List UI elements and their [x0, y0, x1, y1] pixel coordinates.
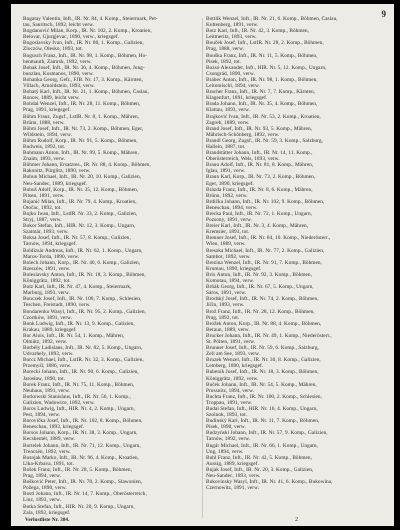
- entry-line: Bracher Franz, Inft., IR. Nr. 7, 7. Komp., Kärnten,: [206, 89, 316, 96]
- entry-line: Bohanka Georg, Gefr., FJB. Nr. 17, 3. Komp., Kärnten,: [23, 76, 143, 83]
- entry-line: Kremsier, 1893, tot.: [206, 229, 250, 236]
- entry-line: Bosnjak Marko, Inft., IR. Nr. 96, 4. Komp., Kroatien,: [23, 454, 139, 461]
- entry-line: Bubeník Josef, Inft., IR. Nr. 18, 3. Komp., Böhmen,: [206, 369, 319, 376]
- entry-line: Bošković Peter, Inft., IR. Nr. 78, 2. Komp., Slawonien,: [23, 479, 143, 486]
- entry-line: Bohuš Adolf, Korp., IR. Nr. 35, 12. Komp., Böhmen,: [23, 186, 139, 193]
- entry-line: Jičín, 1893, verw.: [206, 302, 245, 309]
- entry-line: Böhm Franz, Zugsf., LstIR. Nr. 8, 1. Komp., Mähren,: [23, 113, 140, 120]
- entry-line: Budzyński Johann, Inft., IR. Nr. 57, 9. Komp., Galizien,: [206, 430, 328, 437]
- entry-line: Udvarhely, 1893, verw.: [23, 351, 74, 358]
- entry-line: Klattau, 1893, verw.: [206, 107, 251, 114]
- entry-line: Bonk Ludwig, Inft., IR. Nr. 13, 9. Komp., Galizien,: [23, 320, 135, 327]
- entry-line: Eger, 1890, kriegsgef.: [206, 180, 254, 187]
- entry-line: Ung, 1894, verw.: [206, 448, 244, 455]
- entry-line: Przemyśl, 1886, verw.: [23, 363, 72, 370]
- footer-issue-label: Verlustliste Nr. 384.: [25, 517, 70, 523]
- entry-line: Bondarenko Wasyl, Inft., IR. Nr. 95, 2. Komp., Galizien,: [23, 308, 146, 315]
- entry-line: Linz, 1893, verw.: [23, 497, 62, 504]
- entry-line: Prag, 1892, tot.: [206, 314, 240, 321]
- entry-line: Csongrád, 1890, verw.: [206, 70, 255, 77]
- entry-line: Bokor Stefan, Inft., HIR. Nr. 12, 3. Komp., Ungarn,: [23, 223, 136, 230]
- entry-line: Wien, 1889, verw.: [206, 241, 246, 248]
- entry-line: Otočac, 1892, tot.: [23, 204, 62, 211]
- entry-line: Bugár Michael, Inft., IR. Nr. 66, 1. Komp., Ungarn,: [206, 442, 318, 449]
- footer-mark: 2: [295, 517, 298, 523]
- entry-line: Brajković Ivan, Inft., IR. Nr. 53, 2. Komp., Kroatien,: [206, 113, 321, 120]
- entry-line: Bozsó Alexander, Inft., HIR. Nr. 5, 12. Komp., Ungarn,: [206, 64, 327, 71]
- entry-line: Bortelek Johann, Inft., IR. Nr. 71, 12. Komp., Ungarn,: [23, 442, 141, 449]
- entry-line: Botka Stefan, Inft., HIR. Nr. 20, 9. Komp., Ungarn,: [23, 503, 135, 510]
- entry-line: Böhm Josef, Inft., IR. Nr. 73, 2. Komp., Böhmen, Eger,: [23, 125, 144, 132]
- entry-line: Budai Stefan, Inft., HIR. Nr. 16, 4. Komp., Ungarn,: [206, 406, 318, 412]
- entry-line: Bor Alois, Inft., IR. Nr. 54, 1. Komp., Mähren,: [23, 332, 125, 339]
- entry-line: Jarosław, 1890, tot.: [23, 375, 65, 382]
- entry-line: Brunner Josef, Inft., IR. Nr. 59, 6. Komp., Salzburg,: [206, 345, 319, 352]
- entry-line: Villach, Arnoldstein, 1893, verw.: [23, 83, 95, 90]
- entry-line: Budweis, 1892, tot.: [23, 143, 66, 150]
- entry-line: Galizien, Wadowice, 1892, verw.: [23, 399, 95, 406]
- left-column: [23, 16, 199, 516]
- entry-line: Neu-Sandec, 1893, verw.: [206, 473, 261, 480]
- entry-line: Brada Johann, Inft., IR. Nr. 35, 4. Komp., Böhmen,: [206, 101, 318, 108]
- entry-line: Brodský Josef, Inft., IR. Nr. 74, 2. Komp., Böhmen,: [206, 296, 319, 303]
- entry-line: Marburg, 1893, verw.: [23, 290, 70, 297]
- column-divider: [202, 18, 203, 518]
- entry-line: Bojanić Milan, Inft., IR. Nr. 79, 4. Komp., Kroatien,: [23, 198, 137, 205]
- entry-line: Beraun, 1889, verw.: [206, 326, 250, 333]
- entry-line: Pisek, 1892, tot.: [206, 58, 242, 65]
- entry-line: Borek Franz, Inft., IR. Nr. 75, 11. Komp., Böhmen,: [23, 381, 135, 388]
- entry-line: Prag, 1888, verw.: [206, 46, 245, 53]
- entry-line: Tarnów, 1894, kriegsgef.: [23, 241, 77, 248]
- entry-line: Braun Adolf, Inft., IR. Nr. 81, 8. Komp., Mähren,: [206, 162, 314, 169]
- entry-line: Neu-Sandec, 1889, kriegsgef.: [23, 180, 88, 187]
- entry-line: Brňák Georg, Inft., IR. Nr. 67, 5. Komp., Ungarn,: [206, 284, 314, 291]
- entry-line: Sáros, 1891, verw.: [206, 290, 247, 297]
- entry-line: Borbély Ladislaus, Inft., IR. Nr. 82, 5. Komp., Ungarn,: [23, 345, 143, 352]
- entry-line: Trencsén, 1892, verw.: [23, 448, 71, 455]
- entry-line: Buchta Franz, Inft., IR. Nr. 100, 2. Komp., Schlesien,: [206, 393, 322, 400]
- entry-line: Teschen, Freistadt, 1890, verw.: [23, 302, 91, 309]
- entry-line: Brdička Johann, Inft., IR. Nr. 102, 9. Komp., Böhmen,: [206, 198, 325, 205]
- entry-line: Prag, 1894, verw.: [23, 473, 62, 480]
- entry-line: Königgrätz, 1892, tot.: [23, 278, 71, 285]
- entry-line: Brabec Anton, Inft., IR. Nr. 98, 1. Komp., Böhmen,: [206, 76, 318, 83]
- entry-line: Borkowski Stanislaus, Inft., IR. Nr. 56, 1. Komp.,: [23, 393, 131, 400]
- entry-line: Komotau, 1894, verw.: [206, 278, 255, 285]
- entry-line: Beneschau, 1894, verw.: [206, 204, 258, 211]
- entry-line: Brázda Franz, Inft., IR. Nr. 8, 6. Komp., Mähren,: [206, 186, 313, 193]
- entry-line: Buček Johann, Inft., IR. Nr. 54, 5. Komp., Mähren,: [206, 381, 317, 388]
- entry-line: Brenner Josef, Inft., IR. Nr. 84, 10. Komp., Niederösterr.,: [206, 235, 331, 242]
- entry-line: Bogoslavsky Ivan, Inft., IR. Nr. 80, 1. Komp., Galizien,: [23, 40, 144, 47]
- entry-line: Bottlik Wenzel, Inft., IR. Nr. 21, 6. Komp., Böhmen, Časlau,: [206, 16, 338, 22]
- entry-line: Boldizsár Andreas, Inft., IR. Nr. 62, 1. Komp., Ungarn,: [23, 247, 143, 254]
- entry-line: Braun Karl, Korp., IR. Nr. 73, 2. Komp., Böhmen,: [206, 174, 316, 181]
- entry-line: Brucker Johann, Inft., IR. Nr. 49, 1. Komp., Niederösterr.,: [206, 332, 332, 339]
- entry-line: Böhmer Johann, Ersatzres., IR. Nr. 88, 4. Komp., Böhmen,: [23, 162, 151, 169]
- entry-line: Czernowitz, 1891, verw.: [206, 485, 260, 492]
- entry-line: Olmütz, 1892, verw.: [23, 338, 68, 345]
- entry-line: Borcz Michael, Inft., LstIR. Nr. 32, 3. Komp., Galizien,: [23, 357, 144, 364]
- entry-line: Brünn, 1892, verw.: [206, 192, 248, 199]
- entry-line: Znaim, 1893, verw.: [23, 156, 66, 163]
- entry-line: Krakau, 1889, kriegsgef.: [23, 326, 77, 333]
- entry-line: Kuttenberg, 1891, verw.: [206, 22, 259, 29]
- entry-line: Breszka Michael, Inft., IR. Nr. 77, 2. Komp., Galizien,: [206, 247, 325, 254]
- entry-line: Beneschau, 1893, kriegsgef.: [23, 424, 85, 431]
- entry-line: Boros Ludwig, Inft., HIR. Nr. 4, 2. Komp., Ungarn,: [23, 406, 135, 412]
- entry-line: Bogusch Franz, Inft., IR. Nr. 98, 1. Komp., Böhmen, Ho-: [23, 52, 148, 59]
- entry-line: Boleslavsky Anton, Inft., IR. Nr. 18, 3. Komp., Böhmen,: [23, 271, 146, 278]
- entry-line: Bošek Franz, Inft., IR. Nr. 28, 5. Komp., Böhmen,: [23, 466, 132, 473]
- entry-line: Brezina Wenzel, Inft., IR. Nr. 91, 7. Komp., Böhmen,: [206, 259, 322, 266]
- entry-line: Bolech Johann, Korp., IR. Nr. 40, 6. Komp., Galizien,: [23, 259, 141, 266]
- entry-line: Ronow, 1889, leicht verw.: [23, 95, 80, 102]
- entry-line: Prossnitz, 1894, verw.: [206, 387, 254, 394]
- entry-line: Zala, 1892, kriegsgef.: [23, 509, 71, 516]
- entry-line: Bouška Franz, Inft., IR. Nr. 11, 5. Komp., Böhmen,: [206, 52, 318, 59]
- entry-line: Bostl Johann, Inft., IR. Nr. 14, 7. Komp., Oberösterreich,: [23, 491, 147, 498]
- entry-line: Bogatay Valentin, Inft., IR. Nr. 84, 4. Komp., Steiermark, Pet-: [23, 16, 158, 22]
- entry-line: Borecki Johann, Inft., IR. Nr. 90, 6. Komp., Galizien,: [23, 369, 139, 376]
- entry-line: Bruzek Wenzel, Inft., IR. Nr. 30, 8. Komp., Galizien,: [206, 357, 321, 364]
- entry-line: Písek, 1890, verw.: [206, 424, 246, 431]
- entry-line: tau, Sauritsch, 1892, leicht verw.: [23, 22, 95, 29]
- entry-line: henmauth, Zamrsk, 1892, verw.: [23, 58, 92, 65]
- entry-line: Königgrätz, 1892, verw.: [206, 375, 259, 382]
- page-number: 9: [381, 9, 386, 19]
- entry-line: Požega, 1890, verw.: [23, 485, 67, 492]
- entry-line: bunzlau, Kosmanos, 1890, verw.: [23, 70, 94, 77]
- entry-line: Rakonitz, Pürglitz, 1890, verw.: [23, 168, 91, 175]
- entry-line: Brünn, 1888, verw.: [23, 119, 65, 126]
- entry-line: Kecskemét, 1889, verw.: [23, 436, 76, 443]
- entry-line: Bohdal Wenzel, Inft., IR. Nr. 28, 11. Komp., Böhmen,: [23, 101, 141, 108]
- entry-line: Bogdanović Milan, Korp., IR. Nr. 102, 2. Komp., Kroatien,: [23, 28, 152, 35]
- entry-line: Bolz Karl, Inft., IR. Nr. 47, 4. Komp., Steiermark,: [23, 284, 132, 291]
- entry-line: Bohun Michael, Inft., IR. Nr. 20, 10. Komp., Galizien,: [23, 174, 142, 181]
- entry-line: Tarnów, 1892, verw.: [206, 436, 251, 443]
- entry-line: Buhl Franz, Inft., IR. Nr. 42, 5. Komp., Böhmen,: [206, 454, 312, 461]
- entry-line: Borsos Johann, Korp., IR. Nr. 38, 3. Komp., Ungarn,: [23, 430, 138, 437]
- entry-line: Brož Franz, Inft., IR. Nr. 28, 12. Komp., Böhmen,: [206, 308, 315, 315]
- entry-line: Maros-Torda, 1890, verw.: [23, 253, 80, 260]
- entry-line: Szatmár, 1893, verw.: [23, 229, 69, 236]
- entry-line: Zell am See, 1893, verw.: [206, 351, 260, 358]
- right-column: [206, 16, 382, 491]
- entry-line: Brandstätter Johann, Inft., IR. Nr. 14, 11. Komp.,: [206, 150, 313, 157]
- entry-line: Mährisch-Schönberg, 1892, verw.: [206, 131, 280, 138]
- entry-line: Szolnok, 1893, tot.: [206, 412, 248, 419]
- entry-line: Borovička Josef, Inft., IR. Nr. 102, 8. Komp., Böhmen,: [23, 418, 143, 425]
- entry-line: Brix Anton, Inft., IR. Nr. 92, 3. Komp., Böhmen,: [206, 271, 312, 278]
- entry-line: Aussig, 1889, kriegsgef.: [206, 460, 259, 467]
- entry-line: Bohmann Anton, Inft., IR. Nr. 99, 5. Komp., Mähren,: [23, 150, 139, 157]
- entry-line: Bukovinsky Wasyl, Inft., IR. Nr. 41, 6. Komp., Bukowina,: [206, 479, 333, 486]
- entry-line: Zagreb, 1889, verw.: [206, 119, 250, 126]
- entry-line: Lika-Krbava, 1891, tot.: [23, 460, 75, 467]
- entry-line: Czortków, 1891, verw.: [23, 314, 73, 321]
- entry-line: Bojko Iwan, Inft., LstIR. Nr. 33, 2. Komp., Galizien,: [23, 211, 138, 217]
- entry-line: Brand Josef, Inft., IR. Nr. 93, 5. Komp., Mähren,: [206, 125, 313, 132]
- entry-line: Leitmeritz, 1893, verw.: [206, 34, 257, 41]
- entry-line: Iglau, 1891, verw.: [206, 168, 246, 175]
- entry-line: Rzeszów, 1891, verw.: [23, 265, 71, 272]
- entry-line: Wildstein, 1894, verw.: [23, 131, 72, 138]
- entry-line: Klagenfurt, 1891, kriegsgef.: [206, 95, 268, 102]
- entry-line: Oberösterreich, Wels, 1893, verw.: [206, 156, 280, 163]
- entry-line: Lemberg, 1890, kriegsgef.: [206, 363, 264, 370]
- entry-line: Bohatý Karl, Inft., IR. Nr. 21, 1. Komp., Böhmen, Časlau,: [23, 89, 149, 96]
- entry-line: Bohak Josef, Inft., IR. Nr. 36, 4. Komp., Böhmen, Jung-: [23, 64, 145, 71]
- entry-line: Pest, 1894, verw.: [23, 412, 61, 419]
- entry-line: Breier Karl, Inft., IR. Nr. 3, 4. Komp., Mähren,: [206, 223, 309, 230]
- entry-line: Belovar, Gjurgjevac, 1890, verw., kriegsgef.: [23, 34, 119, 41]
- entry-line: Brandl Georg, Zugsf., IR. Nr. 59, 3. Komp., Salzburg,: [206, 137, 323, 144]
- entry-line: Brožek Anton, Korp., IR. Nr. 88, 4. Komp., Böhmen,: [206, 320, 322, 327]
- entry-line: Stryj, 1887, verw.: [23, 217, 62, 224]
- entry-line: Hallein, 1887, tot.: [206, 143, 246, 150]
- entry-line: Leitomischl, 1894, verw.: [206, 83, 260, 90]
- entry-line: Troppau, 1891, verw.: [206, 399, 253, 406]
- document-page: [11, 4, 394, 526]
- entry-line: Pozsony, 1891, verw.: [206, 217, 253, 224]
- entry-line: Sambor, 1892, verw.: [206, 253, 251, 260]
- entry-line: Neuhaus, 1891, verw.: [23, 387, 70, 394]
- entry-line: Bujak Josef, Inft., IR. Nr. 20, 3. Komp., Galizien,: [206, 466, 314, 473]
- entry-line: Krumau, 1890, kriegsgef.: [206, 265, 262, 272]
- entry-line: Brecka Paul, Inft., IR. Nr. 72, 1. Komp., Ungarn,: [206, 211, 313, 217]
- entry-line: Zloczów, Olesko, 1893, tot.: [23, 46, 83, 53]
- entry-line: Böhm Rudolf, Korp., IR. Nr. 91, 5. Komp., Böhmen,: [23, 137, 138, 144]
- entry-line: Botz Karl, Inft., IR. Nr. 42, 3. Komp., Böhmen,: [206, 28, 309, 35]
- entry-line: Budinský Karl, Inft., IR. Nr. 11, 7. Komp., Böhmen,: [206, 418, 320, 425]
- entry-line: St. Pölten, 1891, verw.: [206, 338, 256, 345]
- entry-line: Pilsen, 1891, verw.: [23, 192, 65, 199]
- entry-line: Boksa Josef, Inft., IR. Nr. 57, 8. Komp., Galizien,: [23, 235, 131, 242]
- entry-line: Bouček Josef, Inft., LstIR. Nr. 28, 2. Komp., Böhmen,: [206, 40, 324, 47]
- entry-line: Prag, 1891, kriegsgef.: [23, 107, 71, 114]
- entry-line: Bonczek Josef, Inft., IR. Nr. 100, 7. Komp., Schlesien,: [23, 296, 142, 303]
